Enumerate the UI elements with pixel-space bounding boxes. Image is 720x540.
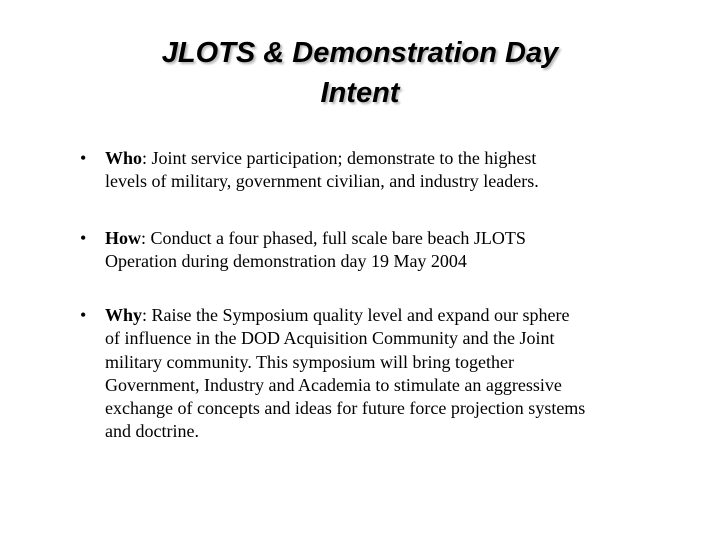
bullet-who-line-1-text: : Joint service participation; demonstrate to the highest <box>142 148 537 168</box>
bullet-why-line-1 <box>105 304 655 327</box>
bullet-who-line-1 <box>105 147 655 170</box>
bullet-how-line-2: Operation during demonstration day 19 May 2004 <box>105 251 467 272</box>
bullet-who-line-2: levels of military, government civilian, and industry leaders. <box>105 171 539 192</box>
bullet-marker: • <box>80 148 87 168</box>
bullet-why-line-4: Government, Industry and Academia to stimulate an aggressive <box>105 374 562 395</box>
slide-title-line-2: Intent <box>320 77 400 110</box>
bullet-why-line-5: exchange of concepts and ideas for future force projection systems <box>105 398 586 419</box>
bullet-why-line-6: and doctrine. <box>105 421 199 442</box>
bullet-why-label: Why <box>105 305 143 325</box>
bullet-who-text <box>105 147 655 194</box>
bullet-how-line-1 <box>105 227 655 250</box>
bullet-why-line-2: of influence in the DOD Acquisition Community and the Joint <box>105 328 555 349</box>
bullet-how-label: How <box>105 228 141 248</box>
bullet-marker: • <box>80 305 87 325</box>
bullet-why-line-1-text: : Raise the Symposium quality level and expand our sphere <box>142 305 570 325</box>
bullet-how-line-1-text: : Conduct a four phased, full scale bare beach JLOTS <box>141 228 526 248</box>
bullet-who-label: Who <box>105 148 143 168</box>
bullet-how-text <box>105 227 655 274</box>
bullet-why-line-3: military community. This symposium will bring together <box>105 351 514 372</box>
slide-title-line-1: JLOTS & Demonstration Day <box>161 37 559 70</box>
bullet-why-text <box>105 304 655 444</box>
bullet-marker: • <box>80 228 87 248</box>
